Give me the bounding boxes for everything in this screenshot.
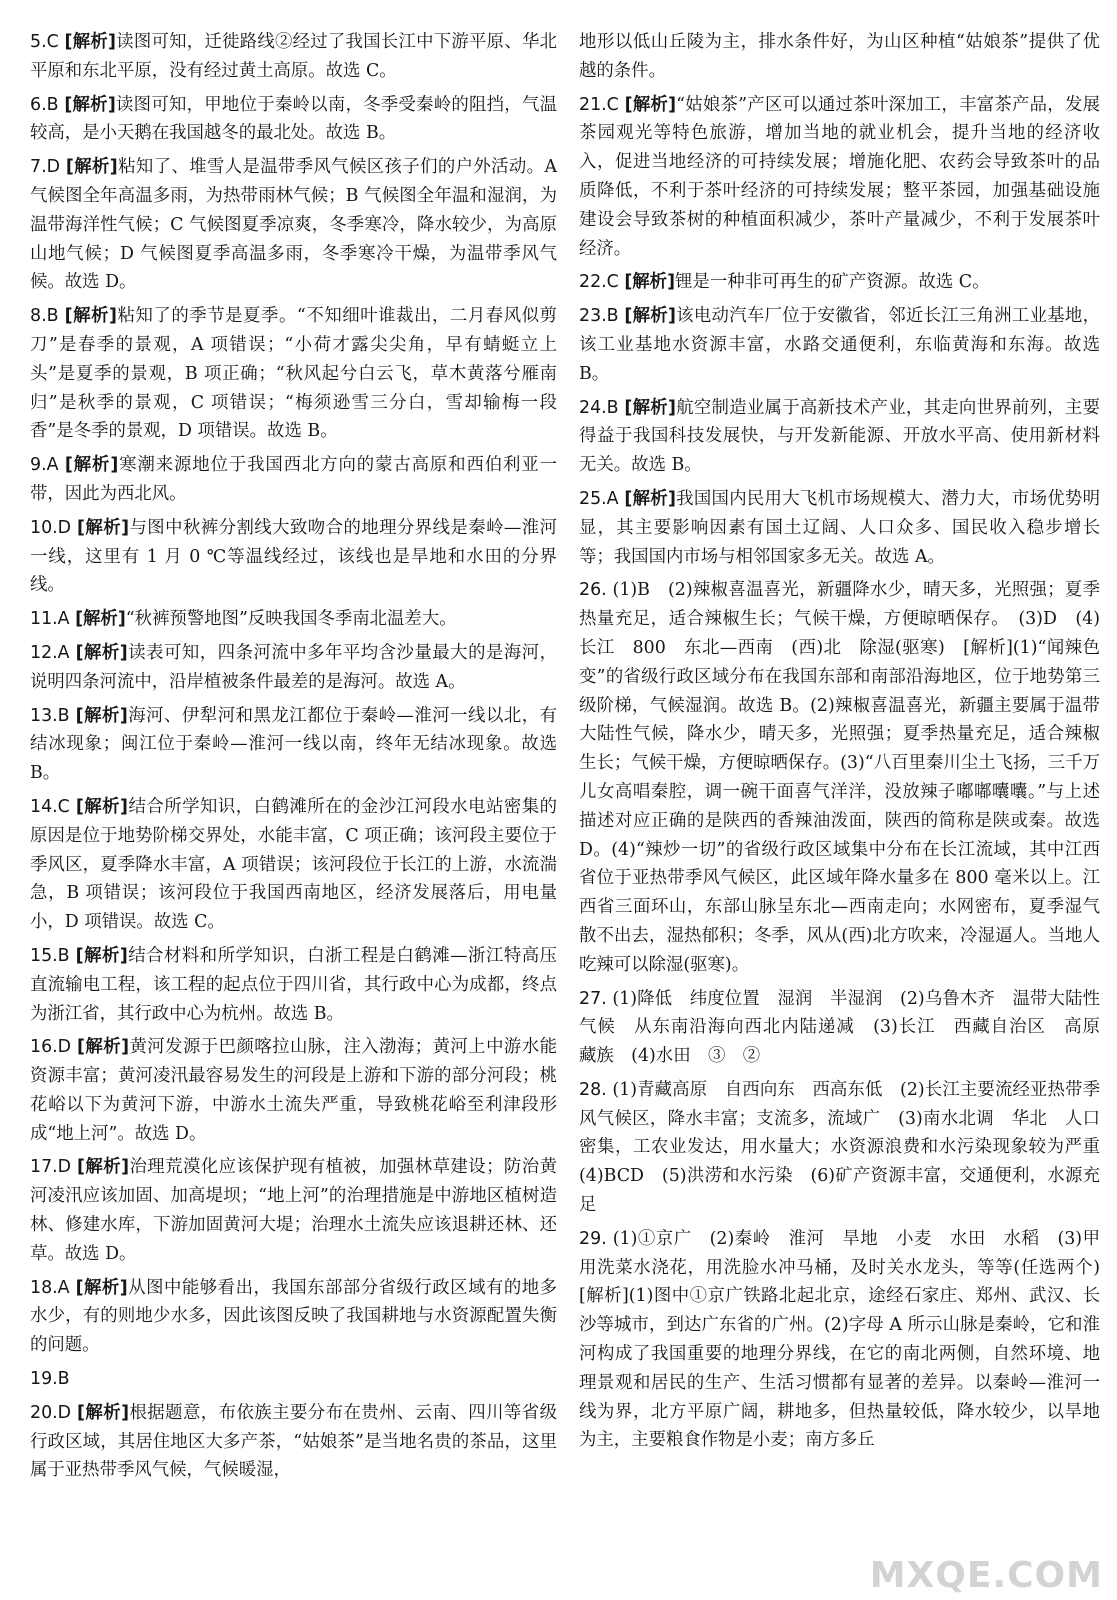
question-number: 29. <box>579 1228 607 1249</box>
watermark-logo: MXQE.COM <box>869 1555 1103 1596</box>
answer-text: 治理荒漠化应该保护现有植被，加强林草建设；防治黄河凌汛应该加固、加高堤坝；“地上河”的治理措施是中游地区植树造林、修建水库，下游加固黄河大堤；治理水土流失应该退耕还林、还草。故选 D。 <box>30 1157 557 1264</box>
answer-entry <box>579 985 1117 1071</box>
answer-text: 根据题意，布依族主要分布在贵州、云南、四川等省级行政区域，其居住地区大多产茶，“姑娘茶”是当地名贵的茶品，这里属于亚热带季风气候，气候暖湿， <box>30 1402 557 1481</box>
answer-entry <box>579 394 1100 480</box>
answer-entry <box>30 451 557 509</box>
answer-text: 锂是一种非可再生的矿产资源。故选 C。 <box>675 272 990 293</box>
answer-text: 读表可知，四条河流中多年平均含沙量最大的是海河，说明四条河流中，沿岸植被条件最差的是海河。故选 A。 <box>30 642 557 692</box>
answer-text: 读图可知，甲地位于秦岭以南，冬季受秦岭的阻挡，气温较高，是小天鹅在我国越冬的最北处。故选 B。 <box>30 94 557 144</box>
answer-text: 与图中秋裤分割线大致吻合的地理分界线是秦岭—淮河一线，这里有 1 月 0 ℃等温线经过，该线也是旱地和水田的分界线。 <box>30 517 557 596</box>
answer-text: 该电动汽车厂位于安徽省，邻近长江三角洲工业基地，该工业基地水资源丰富，水路交通便利，东临黄海和东海。故选 B。 <box>579 306 1100 384</box>
answer-entry <box>579 1076 1117 1220</box>
answer-text: 黄河发源于巴颜喀拉山脉，注入渤海；黄河上中游水能资源丰富；黄河凌汛最容易发生的河段是上游和下游的部分河段；桃花峪以下为黄河下游，中游水土流失严重，导致桃花峪至利津段形成“地上河”。故选 D。 <box>30 1037 557 1144</box>
answer-entry <box>30 1365 557 1394</box>
question-number: 8.B <box>30 306 59 327</box>
answer-text: 结合所学知识，白鹤滩所在的金沙江河段水电站密集的原因是位于地势阶梯交界处，水能丰富，C 项正确；该河段主要位于季风区，夏季降水丰富，A 项错误；该河段位于长江的上游，水流湍急，B 项错误；该河段位于我国西南地区，经济发展落后，用电量小，D 项错误。故选 C。 <box>30 796 557 933</box>
answer-entry <box>579 576 1100 979</box>
answer-text: (1)B (2)辣椒喜温喜光，新疆降水少，晴天多，光照强；夏季热量充足，适合辣椒生长；气候干燥，方便晾晒保存。 (3)D (4)长江 800 东北—西南 (西)北 除湿(驱寒) [解析](1)“闻辣色变”的省级行政区域分布在我国东部和南部沿海地区，位于地势第三级阶梯，气候湿润。故选 B。(2)辣椒喜温喜光，新疆主要属于温带大陆性气候，降水少，晴天多，光照强；夏季热量充足，适合辣椒生长；气候干燥，方便晾晒保存。(3)“八百里秦川尘土飞扬，三千万儿女高唱秦腔，调一碗干面喜气洋洋，没放辣子嘟嘟囔囔。”与上述描述对应正确的是陕西的香辣油泼面，陕西的简称是陕或秦。故选 D。(4)“辣炒一切”的省级行政区域集中分布在长江流域，其中江西省位于亚热带季风气候区，此区域年降水量多在 800 毫米以上。江西省三面环山，东部山脉呈东北—西南走向；水网密布，夏季湿气散不出去，湿热郁积；冬季，风从(西)北方吹来，冷湿逼人。当地人吃辣可以除湿(驱寒)。 <box>579 580 1100 975</box>
question-number: 10.D <box>30 517 72 538</box>
question-number: 11.A <box>30 609 70 630</box>
analysis-tag: [解析] <box>77 1037 130 1058</box>
question-number: 16.D <box>30 1037 72 1058</box>
answer-text: 海河、伊犁河和黑龙江都位于秦岭—淮河一线以北，有结冰现象；闽江位于秦岭—淮河一线以南，终年无结冰现象。故选 B。 <box>30 705 557 784</box>
answer-text: 寒潮来源地位于我国西北方向的蒙古高原和西伯利亚一带，因此为西北风。 <box>30 455 557 504</box>
answer-entry <box>30 28 557 86</box>
answer-entry <box>579 302 1100 388</box>
question-number: 19.B <box>30 1369 70 1390</box>
analysis-tag: [解析] <box>77 1157 130 1178</box>
answer-text: 粘知了的季节是夏季。“不知细叶谁裁出，二月春风似剪刀”是春季的景观，A 项错误；“小荷才露尖尖角，早有蜻蜓立上头”是夏季的景观，B 项正确；“秋风起兮白云飞，草木黄落兮雁南归”是秋季的景观，C 项错误；“梅须逊雪三分白，雪却输梅一段香”是冬季的景观，D 项错误。故选 B。 <box>30 306 558 442</box>
question-number: 6.B <box>30 94 59 115</box>
answer-text: 地形以低山丘陵为主，排水条件好，为山区种植“姑娘茶”提供了优越的条件。 <box>579 32 1100 81</box>
question-number: 25.A <box>579 488 619 509</box>
question-number: 22.C <box>579 272 619 293</box>
question-number: 9.A <box>30 455 59 476</box>
analysis-tag: [解析] <box>624 488 676 509</box>
answer-text: (1)①京广 (2)秦岭 淮河 旱地 小麦 水田 水稻 (3)甲 用洗菜水浇花，用洗脸水冲马桶，及时关水龙头，等等(任选两个) [解析](1)图中①京广铁路北起北京，途经石家庄、郑州、武汉、长沙等城市，到达广东省的广州。(2)字母 A 所示山脉是秦岭，它和淮河构成了我国重要的地理分界线，在它的南北两侧，自然环境、地理景观和居民的生产、生活习惯都有显著的差异。以秦岭—淮河一线为界，北方平原广阔，耕地多，但热量较低，降水较少，以旱地为主，主要粮食作物是小麦；南方多丘 <box>579 1228 1117 1451</box>
left-column <box>30 28 557 1490</box>
analysis-tag: [解析] <box>75 642 128 663</box>
answer-entry <box>579 268 1100 297</box>
question-number: 17.D <box>30 1157 72 1178</box>
analysis-tag: [解析] <box>75 705 128 726</box>
analysis-tag: [解析] <box>64 306 117 327</box>
question-number: 28. <box>579 1079 607 1100</box>
analysis-tag: [解析] <box>75 796 128 817</box>
answer-entry <box>30 1153 557 1268</box>
question-number: 7.D <box>30 157 60 178</box>
question-number: 13.B <box>30 705 70 726</box>
answer-text: 粘知了、堆雪人是温带季风气候区孩子们的户外活动。A 气候图全年高温多雨，为热带雨林气候；B 气候图全年温和湿润，为温带海洋性气候；C 气候图夏季凉爽，冬季寒冷，降水较少，为高原山地气候；D 气候图夏季高温多雨，冬季寒冷干燥，为温带季风气候。故选 D。 <box>30 157 558 293</box>
answer-entry <box>30 793 557 937</box>
analysis-tag: [解析] <box>624 94 677 115</box>
analysis-tag: [解析] <box>75 1277 128 1298</box>
answer-text: 从图中能够看出，我国东部部分省级行政区域有的地多水少，有的则地少水多，因此该图反映了我国耕地与水资源配置失衡的问题。 <box>30 1277 557 1356</box>
question-number: 23.B <box>579 306 619 327</box>
analysis-tag: [解析] <box>75 609 126 630</box>
answer-text: (1)青藏高原 自西向东 西高东低 (2)长江主要流经亚热带季风气候区，降水丰富；支流多，流域广 (3)南水北调 华北 人口密集，工农业发达，用水量大；水资源浪费和水污染现象较为严重 (4)BCD (5)洪涝和水污染 (6)矿产资源丰富，交通便利，水源充足 <box>579 1079 1117 1216</box>
answer-entry <box>30 514 557 600</box>
question-number: 26. <box>579 580 607 601</box>
answer-entry <box>30 605 557 634</box>
analysis-tag: [解析] <box>75 945 128 966</box>
answer-entry <box>30 942 557 1028</box>
question-number: 20.D <box>30 1402 72 1423</box>
question-number: 18.A <box>30 1277 70 1298</box>
analysis-tag: [解析] <box>624 272 676 293</box>
question-number: 24.B <box>579 397 619 418</box>
answer-entry <box>30 702 557 788</box>
question-number: 15.B <box>30 945 70 966</box>
answer-text: “姑娘茶”产区可以通过茶叶深加工，丰富茶产品，发展茶园观光等特色旅游，增加当地的就业机会，提升当地的经济收入，促进当地经济的可持续发展；增施化肥、农药会导致茶叶的品质降低，不利于茶叶经济的可持续发展；整平茶园，加强基础设施建设会导致茶树的种植面积减少，茶叶产量减少，不利于发展茶叶经济。 <box>579 94 1100 259</box>
answer-entry <box>579 91 1100 264</box>
answer-text: 结合材料和所学知识，白浙工程是白鹤滩—浙江特高压直流输电工程，该工程的起点位于四川省，其行政中心为成都，终点为浙江省，其行政中心为杭州。故选 B。 <box>30 945 557 1024</box>
analysis-tag: [解析] <box>77 517 130 538</box>
answer-entry <box>30 302 557 446</box>
answer-text: 航空制造业属于高新技术产业，其走向世界前列，主要得益于我国科技发展快，与开发新能源、开放水平高、使用新材料无关。故选 B。 <box>579 397 1100 476</box>
question-number: 12.A <box>30 642 70 663</box>
answer-entry <box>579 485 1100 571</box>
answer-entry <box>30 1033 557 1148</box>
analysis-tag: [解析] <box>65 157 118 178</box>
analysis-tag: [解析] <box>77 1402 130 1423</box>
analysis-tag: [解析] <box>624 397 676 418</box>
analysis-tag: [解析] <box>64 455 119 476</box>
analysis-tag: [解析] <box>64 32 116 52</box>
answer-text: (1)降低 纬度位置 湿润 半湿润 (2)乌鲁木齐 温带大陆性气候 从东南沿海向西北内陆递减 (3)长江 西藏自治区 高原 藏族 (4)水田 ③ ② <box>579 988 1117 1067</box>
answer-entry <box>30 1399 557 1485</box>
question-number: 27. <box>579 988 607 1009</box>
answer-text: 我国国内民用大飞机市场规模大、潜力大，市场优势明显，其主要影响因素有国土辽阔、人口众多、国民收入稳步增长等；我国国内市场与相邻国家多无关。故选 A。 <box>579 488 1100 567</box>
right-column <box>579 28 1117 1460</box>
question-number: 14.C <box>30 796 70 817</box>
question-number: 21.C <box>579 94 619 115</box>
analysis-tag: [解析] <box>624 306 676 327</box>
answer-text: 读图可知，迁徙路线②经过了我国长江中下游平原、华北平原和东北平原，没有经过黄土高原。故选 C。 <box>30 32 557 81</box>
question-number: 5.C <box>30 32 59 52</box>
answer-text: “秋裤预警地图”反映我国冬季南北温差大。 <box>125 609 457 630</box>
answer-entry <box>30 91 557 149</box>
answer-entry <box>579 28 1100 86</box>
answer-entry <box>30 153 557 297</box>
analysis-tag: [解析] <box>64 94 116 115</box>
answer-entry <box>30 1274 557 1360</box>
answer-entry <box>579 1225 1117 1455</box>
answer-entry <box>30 639 557 697</box>
